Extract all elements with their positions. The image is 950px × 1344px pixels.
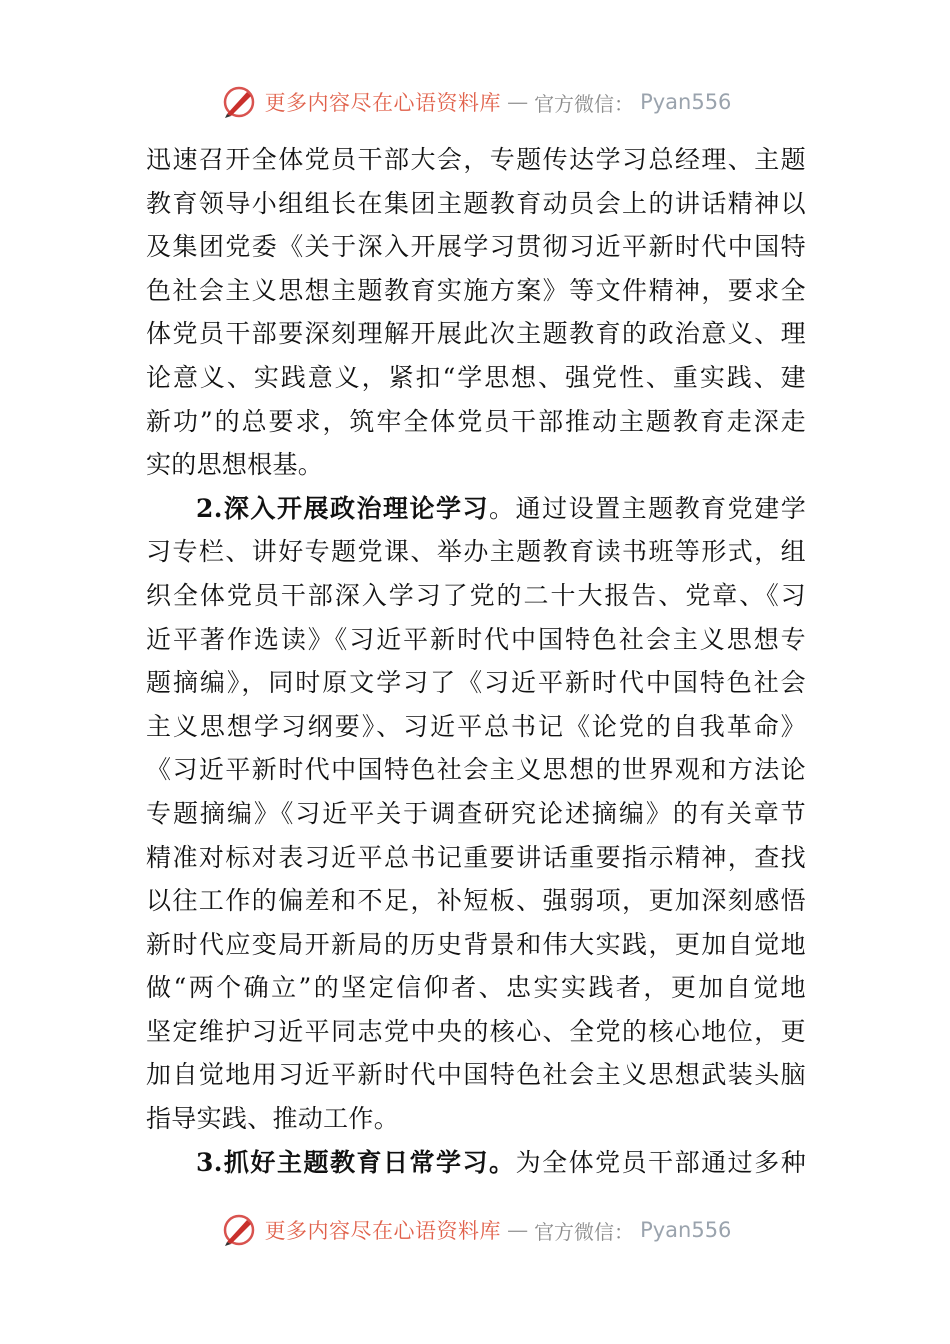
header-wechat-label: 官方微信：: [534, 91, 635, 116]
text-line: 新时代应变局开新局的历史背景和伟大实践，更加自觉地: [146, 929, 806, 959]
text-line: 指导实践、推动工作。: [146, 1104, 400, 1134]
footer-banner: [0, 1210, 950, 1250]
text-line: 做“两个确立”的坚定信仰者、忠实实践者，更加自觉地: [146, 973, 806, 1003]
section-heading-3: 3.抓好主题教育日常学习。: [196, 1147, 516, 1177]
header-banner: [0, 82, 950, 122]
text-line: 论意义、实践意义，紧扣“学思想、强党性、重实践、建: [146, 362, 806, 392]
footer-wechat-id: Pyan556: [640, 1218, 732, 1242]
header-slogan: 更多内容尽在心语资料库: [264, 91, 502, 115]
paragraph-1: [146, 138, 806, 487]
text-run: 。通过设置主题教育党建学: [489, 493, 806, 523]
text-line: [146, 487, 806, 531]
paragraph-3: [146, 1141, 806, 1185]
text-line: 迅速召开全体党员干部大会，专题传达学习总经理、主题: [146, 145, 806, 174]
text-line: 精准对标对表习近平总书记重要讲话重要指示精神，查找: [146, 842, 806, 872]
text-line: 色社会主义思想主题教育实施方案》等文件精神，要求全: [146, 275, 806, 305]
text-line: 及集团党委《关于深入开展学习贯彻习近平新时代中国特: [146, 232, 806, 262]
paragraph-2: [146, 487, 806, 1141]
pen-logo-icon: [219, 82, 259, 122]
document-body: [146, 138, 806, 1184]
text-line: 题摘编》，同时原文学习了《习近平新时代中国特色社会: [146, 668, 806, 698]
text-line: 实的思想根基。: [146, 450, 324, 480]
text-line: 体党员干部要深刻理解开展此次主题教育的政治意义、理: [146, 319, 806, 349]
text-line: 《习近平新时代中国特色社会主义思想的世界观和方法论: [146, 755, 806, 785]
text-line: [146, 1141, 806, 1185]
text-run: 为全体党员干部通过多种: [515, 1147, 806, 1177]
text-line: 主义思想学习纲要》、习近平总书记《论党的自我革命》: [146, 711, 806, 741]
pen-logo-icon: [219, 1210, 259, 1250]
text-line: 习专栏、讲好专题党课、举办主题教育读书班等形式，组: [146, 537, 806, 567]
header-wechat-id: Pyan556: [640, 90, 732, 114]
text-line: 专题摘编》《习近平关于调查研究论述摘编》的有关章节: [146, 798, 806, 828]
footer-wechat-label: 官方微信：: [534, 1219, 635, 1244]
section-heading-2: 2.深入开展政治理论学习: [196, 493, 490, 523]
header-dash: —: [507, 90, 529, 114]
text-line: 新功”的总要求，筑牢全体党员干部推动主题教育走深走: [146, 406, 806, 436]
text-line: 近平著作选读》《习近平新时代中国特色社会主义思想专: [146, 624, 806, 654]
text-line: 加自觉地用习近平新时代中国特色社会主义思想武装头脑: [146, 1060, 806, 1090]
text-line: 教育领导小组组长在集团主题教育动员会上的讲话精神以: [146, 188, 806, 218]
footer-dash: —: [507, 1218, 529, 1242]
text-line: 以往工作的偏差和不足，补短板、强弱项，更加深刻感悟: [146, 886, 806, 916]
text-line: 织全体党员干部深入学习了党的二十大报告、党章、《习: [146, 580, 806, 610]
footer-slogan: 更多内容尽在心语资料库: [264, 1219, 502, 1243]
text-line: 坚定维护习近平同志党中央的核心、全党的核心地位，更: [146, 1016, 806, 1046]
